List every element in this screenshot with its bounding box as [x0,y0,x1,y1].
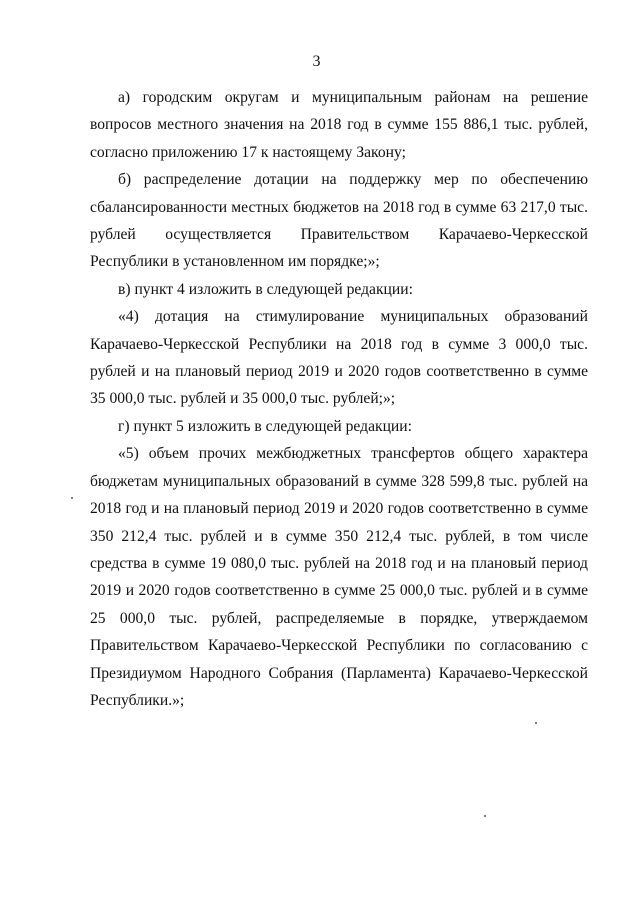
paragraph-g: г) пункт 5 изложить в следующей редакции: [118,417,412,435]
paragraph-b: б) распределение дотации на поддержку мер по обеспечению сбалансированности местных бюджетов на 2018 год в сумме 63 217,0 тыс. рублей осуществляется Правительством Карачаево-Черкесской Республики в установленном им порядке;»; [90,171,588,271]
document-body [90,84,588,714]
paragraph-item-5: «5) объем прочих межбюджетных трансфертов общего характера бюджетам муниципальных образований в сумме 328 599,8 тыс. рублей на 2018 год и на плановый период 2019 и 2020 годов соответственно в сумме 350 212,4 тыс. рублей и в сумме 350 212,4 тыс. рублей, в том числе средства в сумме 19 080,0 тыс. рублей на 2018 год и на плановый период 2019 и 2020 годов соответственно в сумме 25 000,0 тыс. рублей и в сумме 25 000,0 тыс. рублей, распределяемые в порядке, утверждаемом Правительством Карачаево-Черкесской Республики по согласованию с Президиумом Народного Собрания (Парламента) Карачаево-Черкесской Республики.»; [90,445,588,709]
scan-speck [535,722,537,724]
paragraph-v: в) пункт 4 изложить в следующей редакции: [118,280,413,298]
scan-speck [484,815,486,817]
paragraph-a: а) городским округам и муниципальным районам на решение вопросов местного значения на 2018 год в сумме 155 886,1 тыс. рублей, согласно приложению 17 к настоящему Закону; [90,89,588,161]
scan-speck [71,497,73,499]
paragraph-item-4: «4) дотация на стимулирование муниципальных образований Карачаево-Черкесской Республики на 2018 год в сумме 3 000,0 тыс. рублей и на плановый период 2019 и 2020 годов соответственно в сумме 35 000,0 тыс. рублей и 35 000,0 тыс. рублей;»; [90,308,588,408]
page-number: 3 [312,53,321,70]
